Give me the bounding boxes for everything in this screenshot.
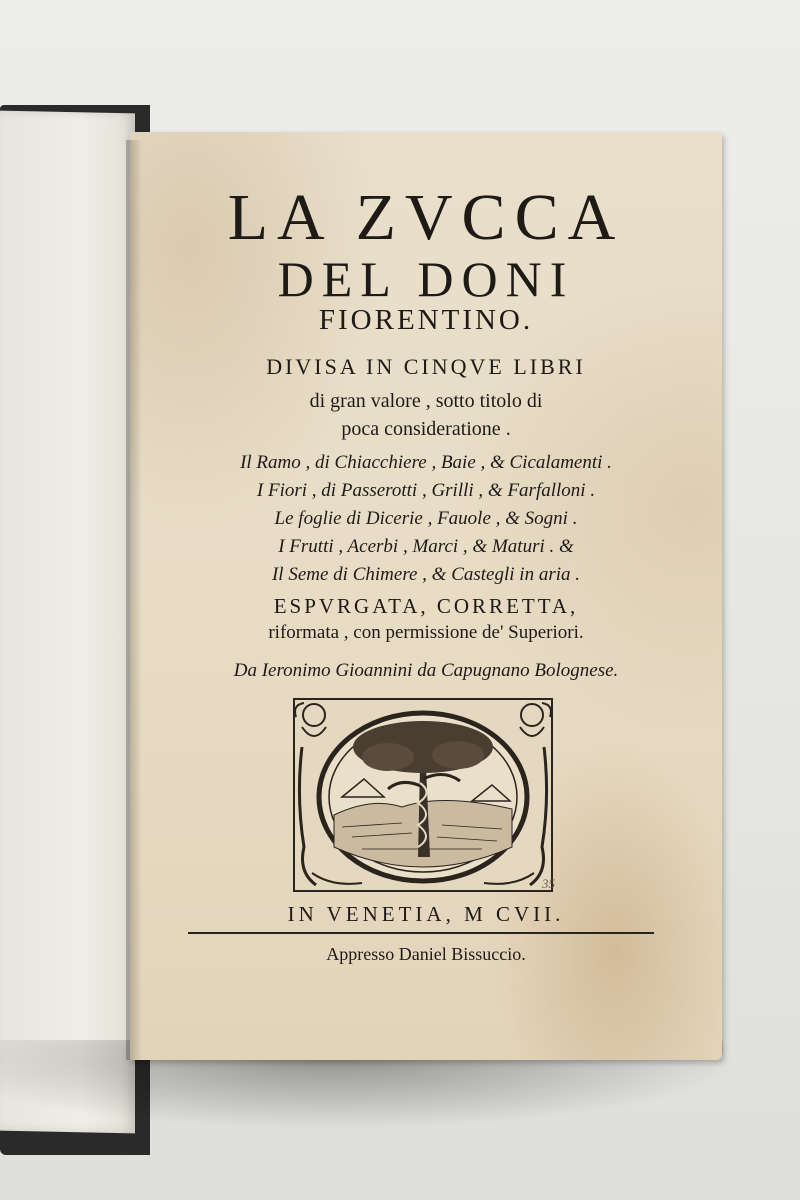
book-line: Il Seme di Chimere , & Castegli in aria . <box>271 564 581 585</box>
handwritten-mark: 35 <box>542 876 555 891</box>
book-line: Il Ramo , di Chiacchiere , Baie , & Cicalamenti . <box>240 452 612 473</box>
revision-line-1: ESPVRGATA, CORRETTA, <box>273 594 579 618</box>
book-line: Le foglie di Dicerie , Fauole , & Sogni . <box>274 508 578 529</box>
title-line-2: DEL DONI <box>277 251 575 307</box>
division-line: DIVISA IN CINQVE LIBRI <box>266 354 586 379</box>
editor-line: Da Ieronimo Gioannini da Capugnano Bolognese. <box>233 660 619 681</box>
divider-rule <box>188 932 654 934</box>
book-line: I Frutti , Acerbi , Marci , & Maturi . & <box>278 536 574 557</box>
imprint-line-1: IN VENETIA, M CVII. <box>287 902 565 926</box>
printer-device-woodcut-icon <box>292 697 554 893</box>
title-line-1: LA ZVCCA <box>227 181 625 254</box>
description-line-2: poca consideratione . <box>341 418 511 440</box>
book-line: I Fiori , di Passerotti , Grilli , & Farfalloni . <box>256 480 596 501</box>
imprint-line-2: Appresso Daniel Bissuccio. <box>326 944 526 964</box>
title-line-3: FIORENTINO. <box>318 304 534 336</box>
flyleaf-page <box>0 111 135 1134</box>
title-page <box>130 132 722 1060</box>
description-line-1: di gran valore , sotto titolo di <box>309 390 543 412</box>
revision-line-2: riformata , con permissione de' Superiori. <box>268 622 584 643</box>
page-gutter <box>126 140 142 1060</box>
